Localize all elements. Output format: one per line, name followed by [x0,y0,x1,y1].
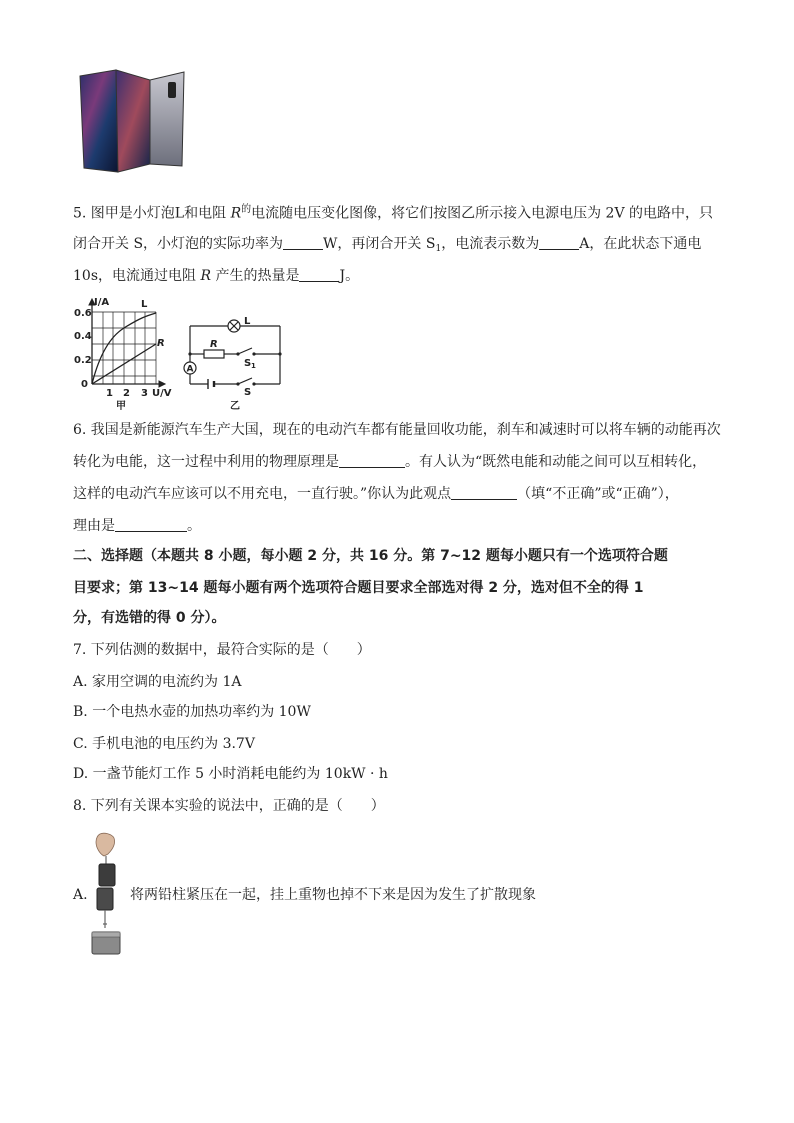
q5-figure [72,296,292,414]
q6-line-4: 理由是 。 [73,518,201,534]
q7-option-c[interactable]: C. 手机电池的电压约为 3.7V [73,736,255,752]
q7-option-d[interactable]: D. 一盏节能灯工作 5 小时消耗电能约为 10kW · h [73,766,388,782]
resistor-label: R [210,339,218,350]
iv-graph [89,299,165,387]
caption-jia: 甲 [116,401,126,412]
lead-cylinders-image [86,832,126,960]
caption-yi: 乙 [230,401,240,412]
answer-blank[interactable] [283,235,323,250]
q7-option-a[interactable]: A. 家用空调的电流约为 1A [73,674,242,690]
y-tick: 0.4 [74,331,92,342]
switch-s1-label: S [244,358,252,369]
lamp-label: L [244,316,251,327]
x-tick: 2 [123,388,130,399]
y-tick: 0.2 [74,355,92,366]
x-axis-label: U/V [152,388,172,399]
q6-line-1: 6. 我国是新能源汽车生产大国，现在的电动汽车都有能量回收功能，刹车和减速时可以将车辆的动能再次 [73,422,721,438]
svg-text:1: 1 [251,362,256,370]
q8-option-a-text[interactable]: 将两铅柱紧压在一起，挂上重物也掉不下来是因为发生了扩散现象 [130,887,536,903]
answer-blank[interactable] [299,267,339,282]
curve-r-label: R [157,338,165,349]
q6-line-3: 这样的电动汽车应该可以不用充电，一直行驶。”你认为此观点 （填“不正确”或“正确”）， [73,486,679,502]
circuit-diagram [184,320,280,389]
section-2-heading-line-1: 二、选择题（本题共 8 小题，每小题 2 分，共 16 分。第 7~12 题每小题只有一个选项符合题 [73,548,668,564]
q5-line-3: 10s，电流通过电阻 R 产生的热量是 J。 [73,268,360,284]
q7-stem: 7. 下列估测的数据中，最符合实际的是（ ） [73,642,371,658]
q7-option-b[interactable]: B. 一个电热水壶的加热功率约为 10W [73,704,311,720]
ammeter-label: A [186,364,194,375]
answer-blank[interactable] [451,485,517,500]
q6-line-2: 转化为电能，这一过程中利用的物理原理是 。有人认为“既然电能和动能之间可以互相转化， [73,454,707,470]
x-tick: 1 [106,388,113,399]
q5-line-2: 闭合开关 S，小灯泡的实际功率为 W，再闭合开关 $S_1$，电流表示数为 A，在此状态下通电 [73,236,702,254]
y-tick: 0.6 [74,308,92,319]
switch-s-label: S [244,387,252,398]
q8-stem: 8. 下列有关课本实验的说法中，正确的是（ ） [73,798,385,814]
section-2-heading-line-2: 目要求；第 13~14 题每小题有两个选项符合题目要求全部选对得 2 分，选对但不全的得 1 [73,580,644,596]
q5-line-1: 5. 图甲是小灯泡L和电阻 $R^的$电流随电压变化图像，将它们按图乙所示接入电源电压为 2V 的电路中，只 [73,204,714,222]
q8-option-a-label[interactable]: A. [73,887,88,903]
folding-phone-image [76,68,188,178]
y-tick: 0 [81,379,88,390]
curve-l-label: L [141,299,148,310]
x-tick: 3 [141,388,148,399]
section-2-heading-line-3: 分，有选错的得 0 分）。 [73,610,226,626]
answer-blank[interactable] [115,517,187,532]
answer-blank[interactable] [339,453,405,468]
y-axis-label: I/A [94,297,110,308]
answer-blank[interactable] [539,235,579,250]
